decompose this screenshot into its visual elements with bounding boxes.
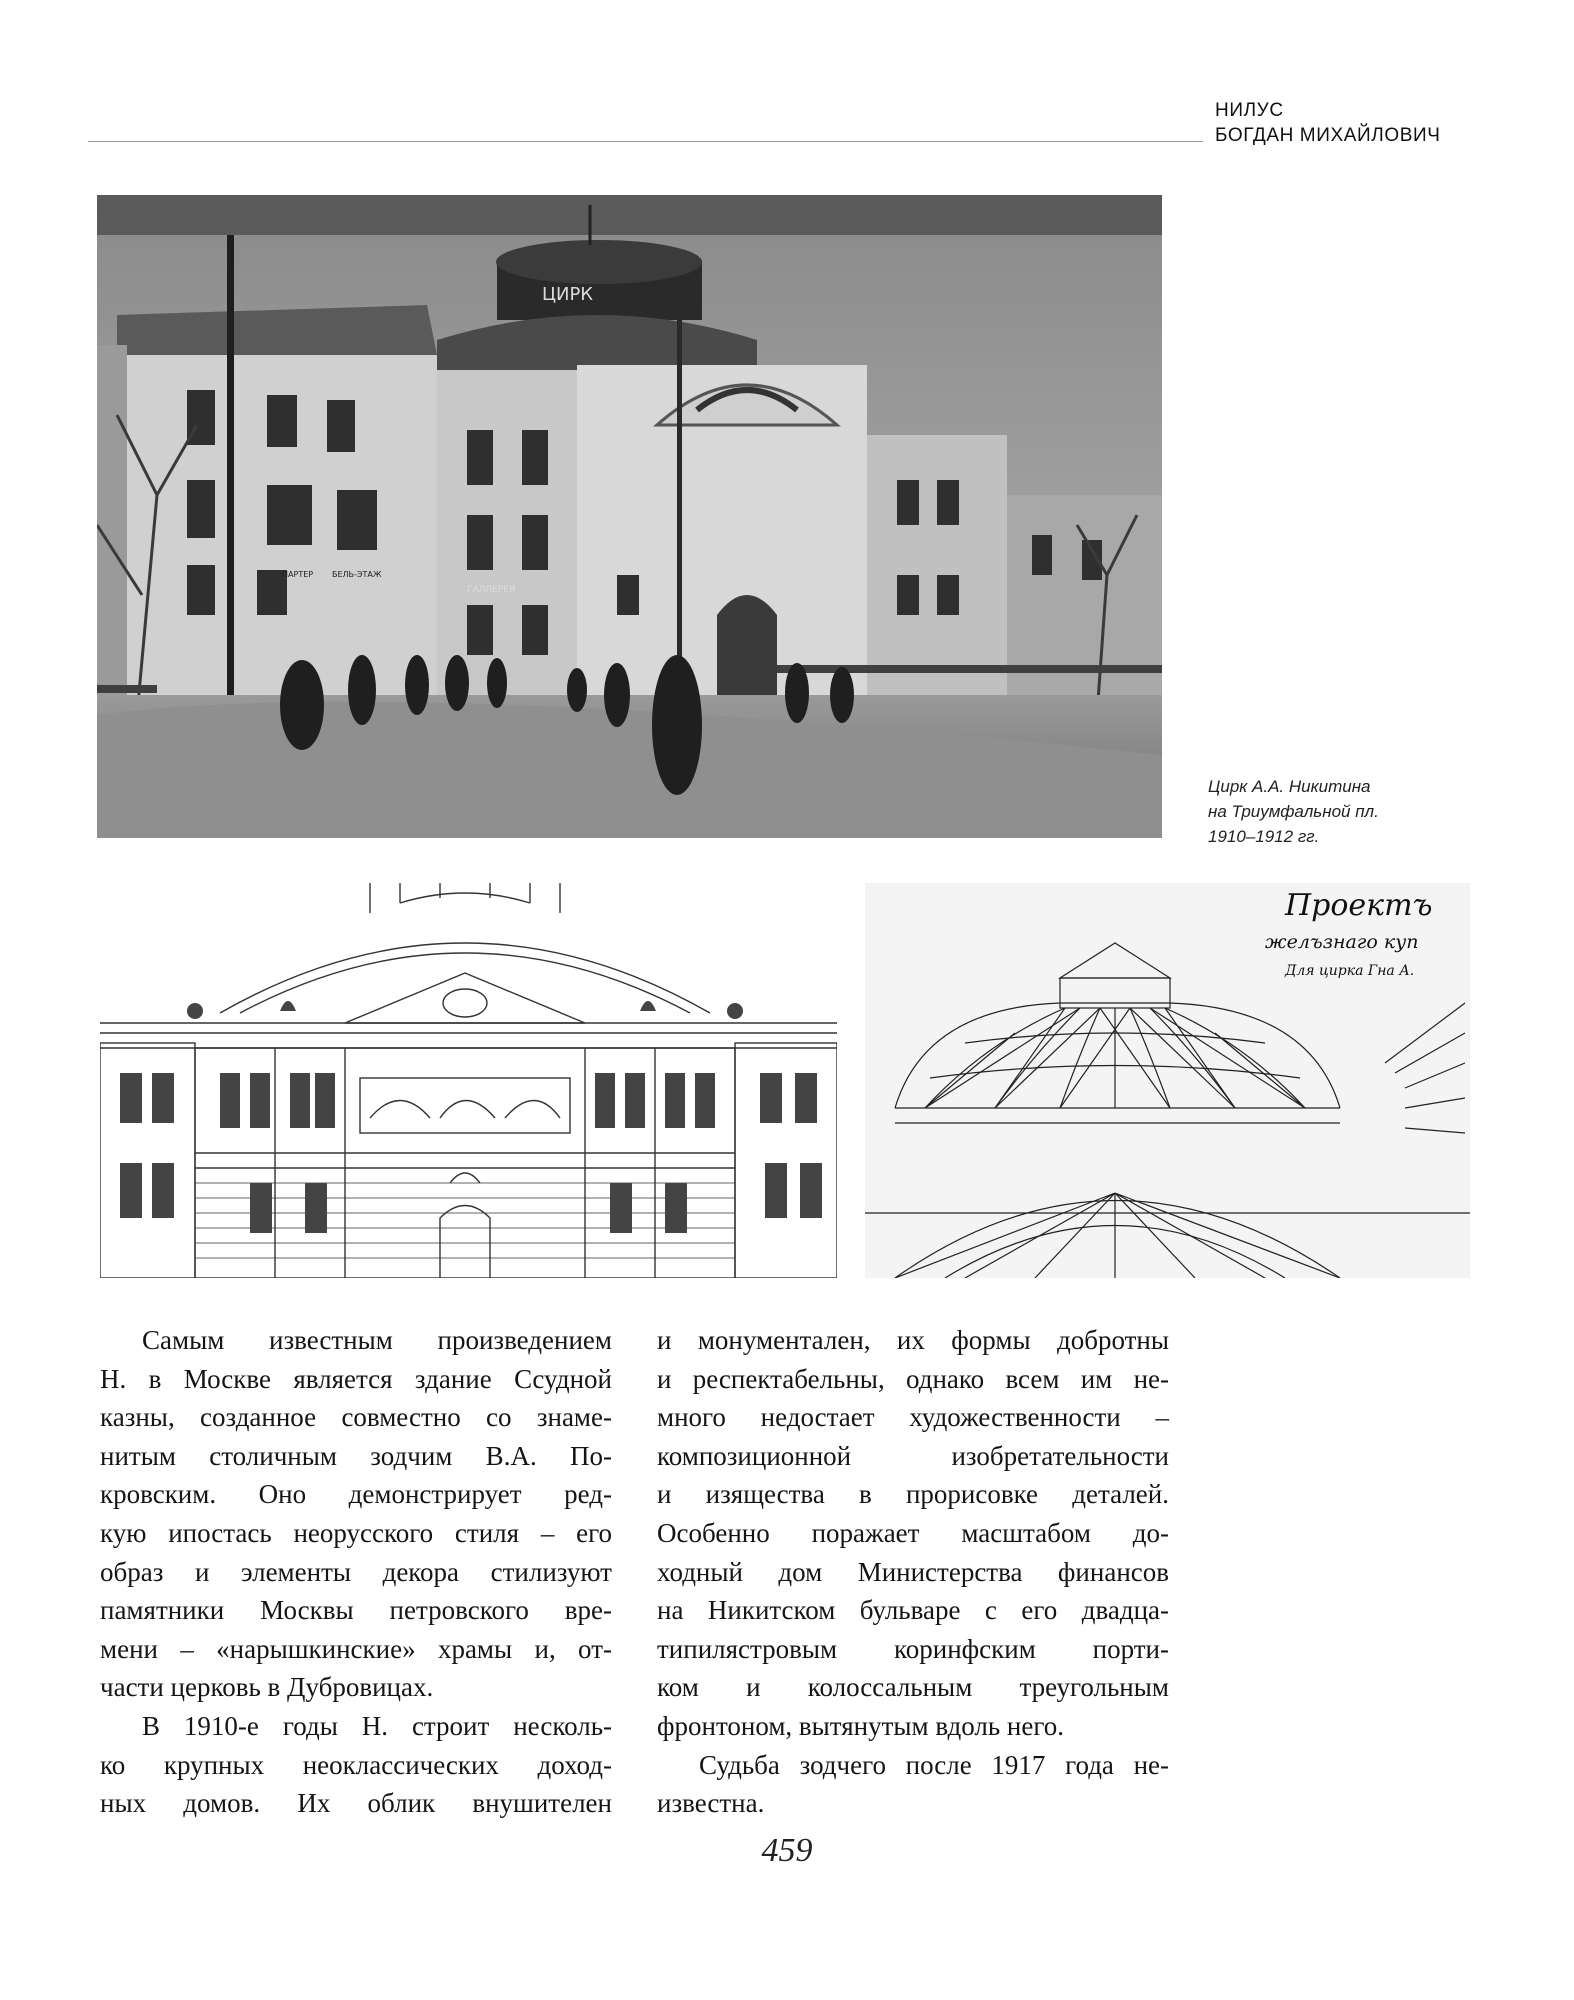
text-line: части церковь в Дубровицах. bbox=[100, 1672, 434, 1703]
text-line: много недостает художественности – bbox=[657, 1402, 1169, 1433]
caption-line-2: на Триумфальной пл. bbox=[1208, 802, 1379, 821]
handwriting-note: Для цирка Гна А. bbox=[1285, 963, 1415, 979]
text-line: памятники Москвы петровского вре- bbox=[100, 1595, 612, 1626]
facade-drawing bbox=[100, 883, 837, 1278]
text-line: Особенно поражает масштабом до- bbox=[657, 1517, 1169, 1548]
caption-line-3: 1910–1912 гг. bbox=[1208, 827, 1320, 846]
svg-text:ГАЛЛЕРЕЯ: ГАЛЛЕРЕЯ bbox=[467, 585, 516, 595]
text-line: нитым столичным зодчим В.А. По- bbox=[100, 1440, 612, 1471]
text-line: известна. bbox=[657, 1788, 765, 1819]
text-line: и изящества в прорисовке деталей. bbox=[657, 1479, 1169, 1510]
page-number: 459 bbox=[761, 1832, 813, 1869]
text-line: мени – «нарышкинские» храмы и, от- bbox=[100, 1633, 612, 1664]
text-line: на Никитском бульваре с его двадца- bbox=[657, 1595, 1169, 1626]
running-head-surname: НИЛУС bbox=[1215, 100, 1284, 121]
text-line: казны, созданное совместно со знаме- bbox=[100, 1402, 612, 1433]
caption-line-1: Цирк А.А. Никитина bbox=[1208, 777, 1371, 796]
handwriting-title: Проектъ bbox=[1285, 888, 1433, 923]
text-column-left bbox=[100, 1321, 612, 1823]
photo-caption bbox=[1208, 774, 1538, 849]
text-line: типилястровым коринфским порти- bbox=[657, 1633, 1169, 1664]
header-rule bbox=[88, 141, 1203, 142]
svg-text:ПАРТЕР: ПАРТЕР bbox=[282, 570, 314, 579]
handwriting-subtitle: желъзнаго куп bbox=[1265, 931, 1419, 953]
text-line: кровским. Оно демонстрирует ред- bbox=[100, 1479, 612, 1510]
text-line: и монументален, их формы добротны bbox=[657, 1325, 1169, 1355]
running-head bbox=[1215, 98, 1441, 148]
text-line: ных домов. Их облик внушителен bbox=[100, 1788, 612, 1819]
text-line: Самым известным произведением bbox=[142, 1325, 612, 1355]
text-line: кую ипостась неорусского стиля – его bbox=[100, 1517, 612, 1548]
text-line: ко крупных неоклассических доход- bbox=[100, 1749, 612, 1780]
text-line: и респектабельны, однако всем им не- bbox=[657, 1363, 1169, 1394]
text-line: В 1910-е годы Н. строит несколь- bbox=[142, 1710, 612, 1741]
text-line: композиционной изобретательности bbox=[657, 1440, 1169, 1471]
text-line: Судьба зодчего после 1917 года не- bbox=[699, 1749, 1169, 1780]
text-line: образ и элементы декора стилизуют bbox=[100, 1556, 612, 1587]
circus-photo bbox=[97, 195, 1162, 838]
svg-text:БЕЛЬ-ЭТАЖ: БЕЛЬ-ЭТАЖ bbox=[332, 570, 382, 579]
text-line: ходный дом Министерства финансов bbox=[657, 1556, 1169, 1587]
text-line: фронтоном, вытянутым вдоль него. bbox=[657, 1710, 1064, 1741]
running-head-name: БОГДАН МИХАЙЛОВИЧ bbox=[1215, 125, 1441, 146]
text-line: ком и колоссальным треугольным bbox=[657, 1672, 1169, 1703]
text-column-right bbox=[657, 1321, 1169, 1823]
text-line: Н. в Москве является здание Ссудной bbox=[100, 1363, 612, 1394]
dome-drawing bbox=[865, 883, 1470, 1278]
sign-tsirk: ЦИРК bbox=[542, 284, 594, 305]
